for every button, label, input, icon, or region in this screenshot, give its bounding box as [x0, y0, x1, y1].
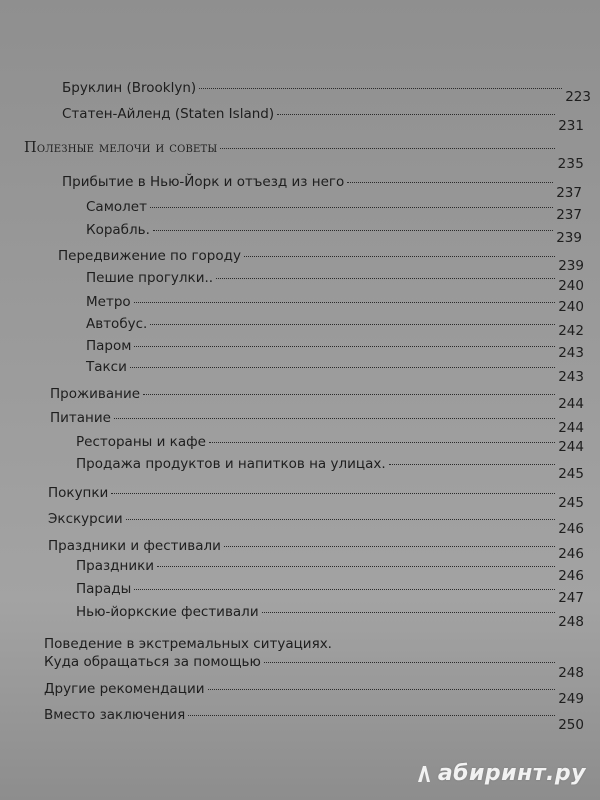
- toc-leader: [216, 278, 555, 279]
- toc-page-number: 223: [565, 89, 591, 105]
- toc-label: Проживание: [50, 386, 141, 402]
- toc-label: Передвижение по городу: [58, 248, 241, 264]
- toc-leader: [199, 88, 562, 89]
- toc-label: Прибытие в Нью-Йорк и отъезд из него: [62, 174, 345, 190]
- toc-page-number: 250: [558, 717, 584, 733]
- toc-page-number: 240: [558, 278, 584, 294]
- toc-label: Нью-йоркские фестивали: [76, 604, 259, 620]
- toc-entry-ny-festivals: [76, 604, 584, 630]
- toc-entry-restaurants: [76, 434, 584, 455]
- toc-label: Метро: [86, 294, 131, 310]
- toc-label: Корабль.: [86, 222, 150, 238]
- toc-leader: [134, 589, 555, 590]
- toc-label: Самолет: [86, 199, 147, 215]
- toc-entry-holidays: [76, 558, 584, 584]
- toc-section-heading: [24, 140, 584, 172]
- toc-label: Парады: [76, 581, 132, 597]
- toc-entry-accommodation: [50, 386, 584, 412]
- toc-entry-plane: [86, 199, 582, 223]
- toc-page-number: 240: [558, 299, 584, 315]
- toc-label: Покупки: [48, 485, 109, 501]
- toc-label: Другие рекомендации: [44, 681, 205, 697]
- toc-entry-street-food: [76, 456, 584, 482]
- toc-page-number: 237: [556, 185, 582, 201]
- toc-leader: [244, 256, 555, 257]
- toc-label: Продажа продуктов и напитков на улицах.: [76, 456, 386, 472]
- toc-page-number: 235: [557, 156, 584, 172]
- toc-label: Питание: [50, 410, 111, 426]
- toc-entry-transport: [58, 248, 584, 274]
- toc-page-number: 247: [558, 590, 584, 606]
- toc-page-number: 243: [558, 369, 584, 385]
- toc-entry-emergency-help: [44, 654, 584, 681]
- toc-page-number: 246: [558, 568, 584, 584]
- toc-entry-brooklyn: [62, 80, 591, 105]
- toc-label: Вместо заключения: [44, 707, 186, 723]
- toc-entry-ferry: [86, 338, 584, 361]
- toc-leader: [224, 546, 555, 547]
- toc-leader: [130, 367, 555, 368]
- toc-leader: [157, 566, 555, 567]
- toc-page-number: 248: [558, 665, 584, 681]
- toc-label: Автобус.: [86, 316, 148, 332]
- toc-label: Экскурсии: [48, 511, 123, 527]
- toc-leader: [153, 230, 553, 231]
- toc-label: Куда обращаться за помощью: [44, 654, 261, 670]
- toc-page-number: 244: [558, 396, 584, 412]
- toc-entry-shopping: [48, 485, 584, 511]
- toc-leader: [277, 114, 555, 115]
- toc-leader: [114, 418, 555, 419]
- toc-entry-food: [50, 410, 584, 436]
- toc-entry-ship: [86, 222, 582, 246]
- toc-page-number: 239: [558, 258, 584, 274]
- toc-page-number: 244: [558, 439, 584, 455]
- toc-page-number: 239: [556, 230, 582, 246]
- toc-label: Бруклин (Brooklyn): [62, 80, 197, 96]
- toc-entry-parades: [76, 581, 584, 606]
- toc-page-number: 245: [558, 466, 584, 482]
- labirint-watermark: [414, 761, 586, 786]
- toc-label: Паром: [86, 338, 132, 354]
- toc-page-number: 243: [558, 345, 584, 361]
- toc-page-number: 246: [558, 546, 584, 562]
- toc-leader: [134, 346, 555, 347]
- toc-entry-holidays-festivals: [48, 538, 584, 562]
- watermark-text: абиринт.ру: [437, 761, 586, 786]
- toc-leader: [209, 442, 555, 443]
- toc-page-number: 248: [558, 614, 584, 630]
- toc-entry-emergency-line1: Поведение в экстремальных ситуациях.: [44, 636, 332, 652]
- toc-leader: [220, 148, 554, 149]
- toc-label: Пешие прогулки..: [86, 270, 214, 286]
- toc-leader: [264, 662, 555, 663]
- toc-entry-other-recommendations: [44, 681, 584, 707]
- toc-leader: [134, 302, 556, 303]
- toc-page-number: 231: [558, 118, 584, 134]
- toc-page-number: 249: [558, 691, 584, 707]
- toc-entry-conclusion: [44, 707, 584, 733]
- toc-leader: [126, 519, 556, 520]
- toc-label: Статен-Айленд (Staten Island): [62, 106, 275, 122]
- toc-page-number: 237: [556, 207, 582, 223]
- toc-entry-taxi: [86, 359, 584, 385]
- toc-leader: [188, 715, 555, 716]
- toc-leader: [150, 324, 555, 325]
- toc-leader: [389, 464, 556, 465]
- toc-entry-arrival: [62, 174, 582, 201]
- toc-leader: [150, 207, 553, 208]
- toc-page-number: 242: [558, 323, 584, 339]
- labirint-logo-icon: [414, 763, 436, 785]
- toc-leader: [208, 689, 556, 690]
- toc-leader: [347, 182, 553, 183]
- toc-page-number: 245: [558, 495, 584, 511]
- toc-label: Полезные мелочи и советы: [24, 140, 218, 156]
- toc-leader: [262, 612, 556, 613]
- toc-label: Рестораны и кафе: [76, 434, 206, 450]
- toc-label: Праздники: [76, 558, 155, 574]
- toc-page-number: 244: [558, 420, 584, 436]
- toc-label: Такси: [86, 359, 127, 375]
- toc-leader: [143, 394, 555, 395]
- toc-entry-metro: [86, 294, 584, 315]
- toc-entry-staten-island: [62, 106, 584, 134]
- toc-entry-walking: [86, 270, 584, 294]
- toc-leader: [111, 493, 555, 494]
- toc-entry-bus: [86, 316, 584, 339]
- toc-entry-excursions: [48, 511, 584, 537]
- toc-page-number: 246: [558, 521, 584, 537]
- toc-label: Праздники и фестивали: [48, 538, 221, 554]
